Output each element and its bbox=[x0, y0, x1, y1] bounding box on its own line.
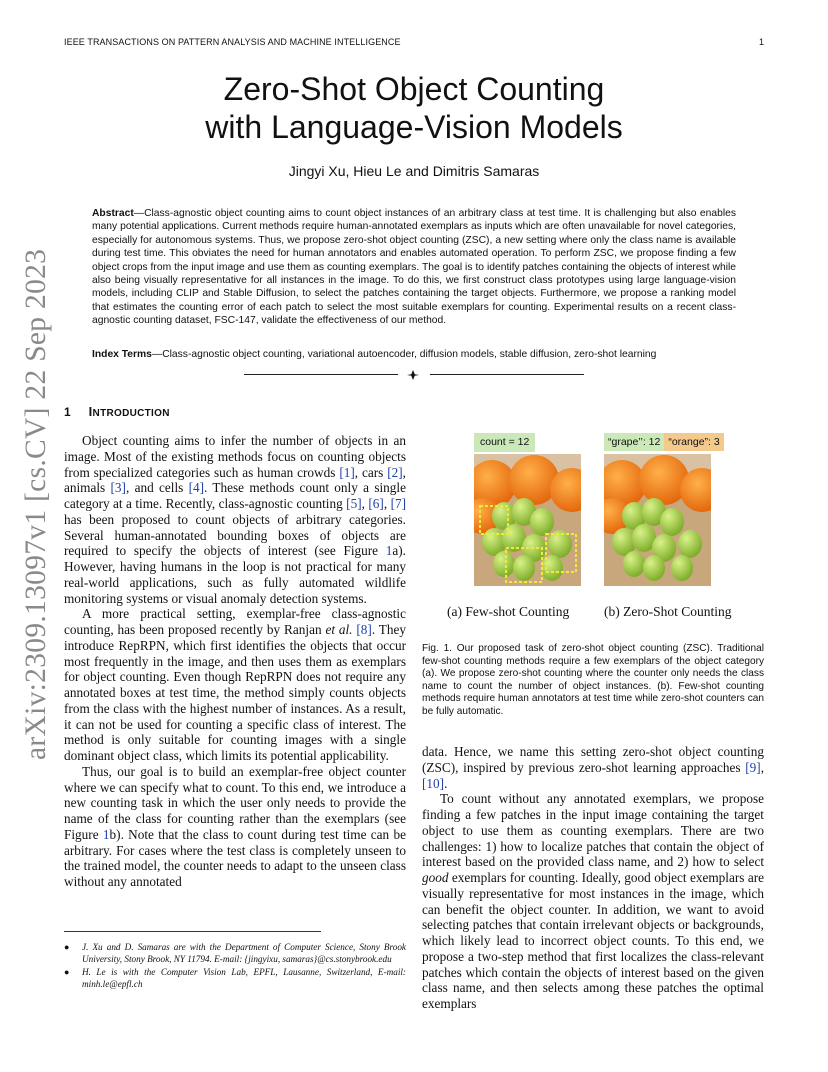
running-header: IEEE TRANSACTIONS ON PATTERN ANALYSIS AND MACHINE INTELLIGENCE bbox=[64, 37, 401, 47]
footnote-item: ● H. Le is with the Computer Vision Lab, EPFL, Lausanne, Switzerland, E-mail: minh.le@epfl.ch bbox=[64, 967, 406, 989]
section-title-rest: NTRODUCTION bbox=[92, 408, 170, 419]
subfigure-caption-a: (a) Few-shot Counting bbox=[447, 604, 570, 619]
figure-caption: Fig. 1. Our proposed task of zero-shot object counting (ZSC). Traditional few-shot counting methods require a few exemplars of the object category (a). We propose zero-shot counting where the counter only needs the class name to count the number of object instances. (b). Few-shot counting methods require human annotators at test time while zero-shot counters can be fully automatic. bbox=[422, 643, 764, 717]
citation-link[interactable]: [1] bbox=[339, 464, 355, 480]
citation-link[interactable]: [6] bbox=[368, 496, 384, 511]
intro-paragraph-2: A more practical setting, exemplar-free class-agnostic counting, has been proposed recently by Ranjan et al. [8]. They introduce RepRPN, which first identifies the objects that occur most frequently in the image, and then uses them as exemplars for object counting. Even though RepRPN does not require any annotated boxes at test time, the method simply counts objects from the class with the highest number of instances. As a result, it can not be used for counting a specific class of interest. The method is only suitable for counting images with a single dominant object class, which limits its potential applicability. bbox=[64, 606, 406, 763]
grape-count-label: “grape’’: 12 bbox=[604, 433, 664, 451]
authors: Jingyi Xu, Hieu Le and Dimitris Samaras bbox=[288, 163, 540, 179]
citation-link[interactable]: [8] bbox=[356, 622, 372, 637]
left-column bbox=[64, 433, 406, 890]
abstract bbox=[92, 207, 736, 328]
section-heading bbox=[64, 404, 170, 419]
citation-link[interactable]: [2] bbox=[387, 464, 403, 480]
arxiv-stamp[interactable]: arXiv:2309.13097v1 [cs.CV] 22 Sep 2023 bbox=[20, 248, 52, 760]
title-line-1: Zero-Shot Object Counting bbox=[223, 71, 605, 107]
section-title bbox=[89, 405, 170, 419]
section-divider bbox=[244, 370, 584, 380]
citation-link[interactable]: [3] bbox=[110, 480, 126, 496]
divider-line-left bbox=[244, 374, 398, 375]
figure-reference-link[interactable]: 1 bbox=[385, 543, 393, 559]
section-number: 1 bbox=[64, 405, 71, 419]
citation-link[interactable]: [5] bbox=[346, 496, 362, 511]
title-line-2: with Language-Vision Models bbox=[205, 109, 623, 145]
index-terms-text: —Class-agnostic object counting, variational autoencoder, diffusion models, stable diffusion, zero-shot learning bbox=[151, 349, 657, 360]
orange-count-label: “orange”: 3 bbox=[664, 433, 723, 451]
abstract-label: Abstract bbox=[92, 208, 134, 219]
citation-link[interactable]: [10] bbox=[422, 775, 445, 791]
citation-link[interactable]: [4] bbox=[188, 480, 205, 496]
citation-link[interactable]: [7] bbox=[390, 496, 407, 511]
panel-b-labels bbox=[604, 433, 724, 452]
figure-panel-b bbox=[604, 454, 711, 586]
section-title-initial: I bbox=[88, 404, 93, 419]
footnote-rule bbox=[64, 931, 321, 932]
bullet-icon: ● bbox=[64, 967, 70, 977]
diamond-ornament-icon bbox=[407, 370, 419, 380]
intro-paragraph-4: To count without any annotated exemplars, we propose finding a few patches in the input image containing the target object to use them as counting exemplars. There are two challenges: 1) how to localize patches that contain the object of interest based on the provided class name, and 2) how to select good exemplars for counting. Ideally, good object exemplars are visually representative for most instances in the image, which can benefit the object counter. In addition, we want to avoid selecting patches that contain irrelevant objects or backgrounds, which likely lead to incorrect object counts. To this end, we propose a two-step method that first localizes the class-relevant patches which contain the objects of interest based on the given class name, and then selects among these patches the optimal exemplars bbox=[422, 791, 764, 1011]
figure-panel-a bbox=[474, 454, 581, 586]
footnote-item: ● J. Xu and D. Samaras are with the Department of Computer Science, Stony Brook University, Stony Brook, NY 11794. E-mail: {jingyixu, samaras}@cs.stonybrook.edu bbox=[64, 942, 406, 964]
panel-a-count-label: count = 12 bbox=[474, 433, 535, 452]
right-column bbox=[422, 744, 764, 1012]
fruit-photo-b bbox=[604, 454, 711, 586]
intro-paragraph-continued: data. Hence, we name this setting zero-shot object counting (ZSC), inspired by previous zero-shot learning approaches [9], [10]. bbox=[422, 744, 764, 791]
fruit-photo-a bbox=[474, 454, 581, 586]
bullet-icon: ● bbox=[64, 942, 70, 952]
page-number: 1 bbox=[758, 37, 764, 47]
citation-link[interactable]: [9] bbox=[745, 759, 761, 775]
intro-paragraph-1: Object counting aims to infer the number of objects in an image. Most of the existing methods focus on counting objects from specialized categories such as human crowds [1], cars [2], animals [3], and cells [4]. These methods count only a single category at a time. Recently, class-agnostic counting [5], [6], [7] has been proposed to count objects of arbitrary categories. Several human-annotated bounding boxes of objects are required to specify the objects of interest (see Figure 1a). However, having humans in the loop is not practical for many real-world applications, such as fully automated wildlife monitoring systems or visual anomaly detection systems. bbox=[64, 433, 407, 606]
figure-reference-link[interactable]: 1 bbox=[102, 826, 110, 842]
index-terms bbox=[92, 348, 736, 361]
index-terms-label: Index Terms bbox=[92, 349, 152, 360]
abstract-text: —Class-agnostic object counting aims to count object instances of an arbitrary class at test time. It is challenging but also enables many potential applications. Current methods require human-annotated exemplars as inputs which are often unavailable for novel categories, especially for autonomous systems. Thus, we propose zero-shot object counting (ZSC), a new setting where only the class name is available during test time. This obviates the need for human annotators and enables automated operation. To perform ZSC, we propose finding a few object crops from the input image and use them as counting exemplars. The goal is to identify patches containing the objects of interest while also being visually representative for all instances in the image. To do this, we first construct class prototypes using large language-vision models, including CLIP and Stable Diffusion, to select the patches containing the target objects. Furthermore, we propose a ranking model that estimates the counting error of each patch to select the most suitable exemplars for counting. Experimental results on a recent class-agnostic counting dataset, FSC-147, validate the effectiveness of our method. bbox=[92, 208, 736, 327]
intro-paragraph-3: Thus, our goal is to build an exemplar-free object counter where we can specify what to count. To this end, we introduce a new counting task in which the user only needs to provide the name of the class for counting rather than the exemplars (see Figure 1b). Note that the class to count during test time can be arbitrary. For cases where the test class is completely unseen to the trained model, the counter needs to adapt to the unseen class without any annotated bbox=[64, 763, 406, 889]
footnotes bbox=[64, 941, 406, 991]
subfigure-caption-b: (b) Zero-Shot Counting bbox=[604, 604, 732, 619]
divider-line-right bbox=[430, 374, 584, 375]
paper-title bbox=[0, 70, 828, 146]
